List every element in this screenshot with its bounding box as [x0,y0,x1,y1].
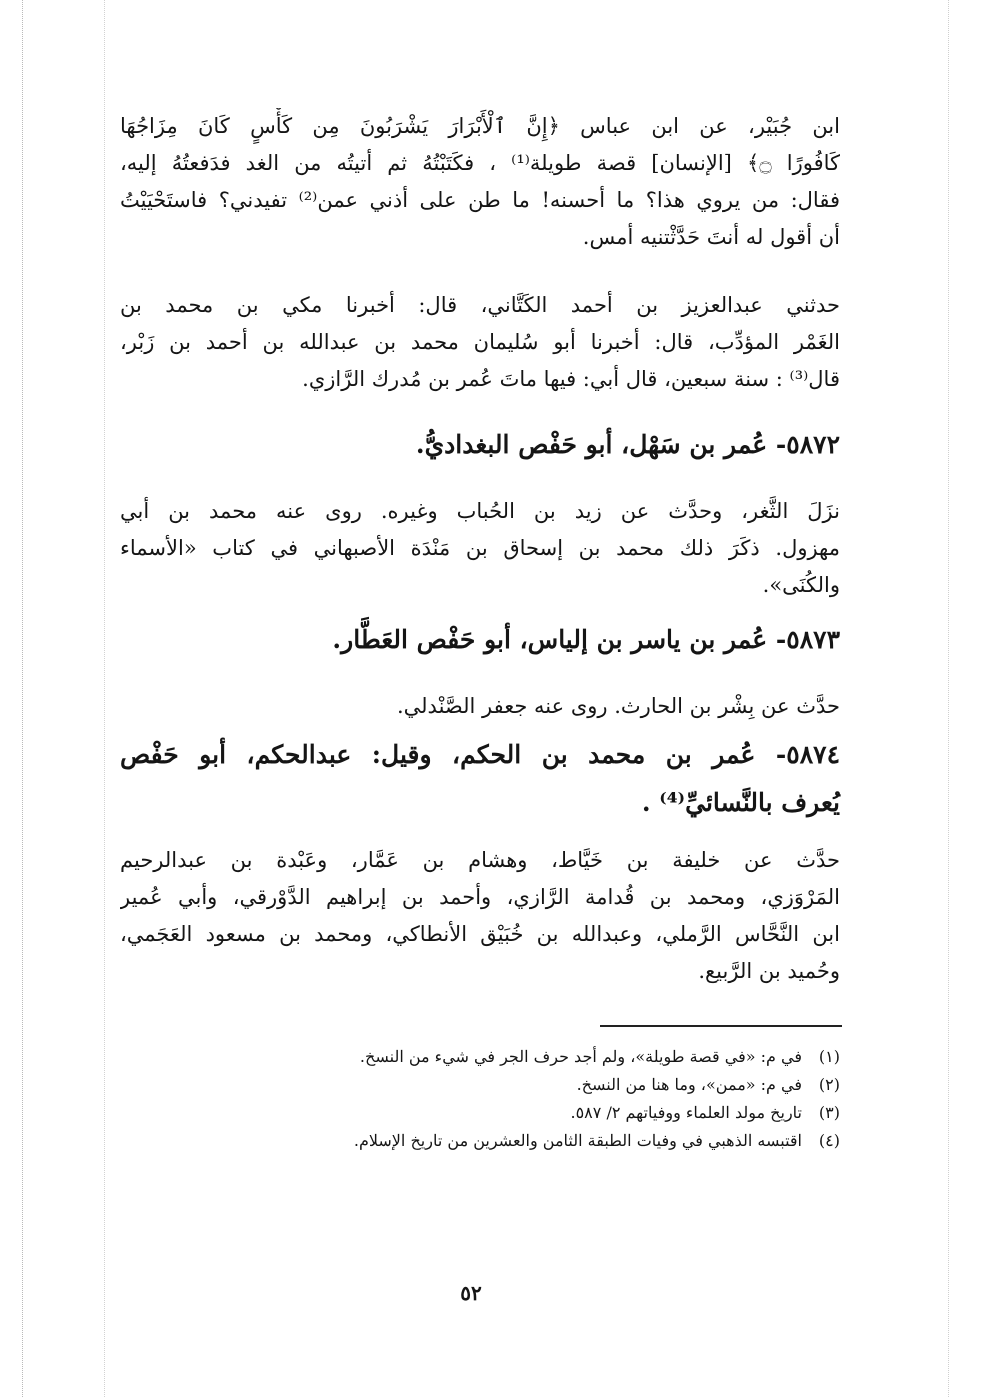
footnote-1 [140,1043,840,1071]
text-line: وحُميد بن الرَّبيع. [698,959,840,983]
scan-edge-left [22,0,23,1397]
entry-heading-5873: ٥٨٧٣- عُمر بن ياسر بن إلياس، أبو حَفْص العَطَّار. [332,625,840,654]
footnote-number: (١) [818,1047,840,1066]
entry-body-5873 [120,688,840,725]
entry-body-5872 [120,493,840,604]
footnote-4 [140,1127,840,1155]
footnote-text: تاريخ مولد العلماء ووفياتهم ٢/ ٥٨٧. [570,1103,802,1122]
footnote-2 [140,1071,840,1099]
footnote-number: (٣) [818,1103,840,1122]
text-line: نزَلَ الثَّغر، وحدَّث عن زيد بن الحُباب وغيره. روى عنه محمد بن أبي [120,499,840,523]
footnote-3 [140,1099,840,1127]
text-line: حدَّث عن بِشْر بن الحارث. روى عنه جعفر الصَّنْدلي. [396,694,840,718]
footnote-divider [600,1025,842,1027]
text-line: أن أقول له أنتَ حَدَّثْتنيه أمس. [582,225,840,249]
entry-body-5874 [120,842,840,990]
footnote-number: (٤) [818,1131,840,1150]
footnote-text: اقتبسه الذهبي في وفيات الطبقة الثامن والعشرين من تاريخ الإسلام. [353,1131,802,1150]
text-line: كَافُورًا ۝﴾ [الإنسان] قصة طويلة⁽¹⁾ ، فكَتَبْتُهُ ثم أتيتُه من الغد فدَفعتُهُ إليه، [120,151,840,175]
entry-heading-5874-cont: يُعرف بالنَّسائيِّ⁽⁴⁾ . [641,788,840,817]
page-number: ٥٢ [460,1281,482,1305]
footnotes [140,1043,840,1155]
paragraph-isnad [120,287,840,398]
text-line: والكُنَى». [762,573,840,597]
entry-heading-5874: ٥٨٧٤- عُمر بن محمد بن الحكم، وقيل: عبدالحكم، أبو حَفْص [120,740,840,769]
footnote-number: (٢) [818,1075,840,1094]
text-line: ابن النَّحَّاس الرَّملي، وعبدالله بن خُبَيْق الأنطاكي، ومحمد بن مسعود العَجَمي، [120,922,840,946]
text-line: حدَّث عن خليفة بن خَيَّاط، وهشام بن عَمَّار، وعَبْدة بن عبدالرحيم [120,848,840,872]
text-line: ابن جُبَيْر، عن ابن عباس ﴿إِنَّ ٱلْأَبْرَارَ يَشْرَبُونَ مِن كَأْسٍ كَانَ مِزَاجُهَا [120,114,840,138]
text-line: مهزول. ذكَرَ ذلك محمد بن إسحاق بن مَنْدَة الأصبهاني في كتاب «الأسماء [120,536,840,560]
text-line: المَرْوَزي، ومحمد بن قُدامة الرَّازي، وأحمد بن إبراهيم الدَّوْرقي، وأبي عُمير [120,885,840,909]
text-line: فقال: من يروي هذا؟ ما أحسنه! ما طن على أذني عمن⁽²⁾ تفيدني؟ فاستَحْيَيْتُ [120,188,840,212]
footnote-text: في م: «ممن»، وما هنا من النسخ. [576,1075,802,1094]
paragraph-quran-story [120,108,840,256]
entry-heading-5872: ٥٨٧٢- عُمر بن سَهْل، أبو حَفْص البغداديُّ. [415,430,840,459]
scan-edge-left-inner [104,0,105,1397]
text-line: قال⁽³⁾ : سنة سبعين، قال أبي: فيها ماتَ عُمر بن مُدرك الرَّازي. [302,367,840,391]
scan-edge-right [948,0,949,1397]
footnote-text: في م: «في قصة طويلة»، ولم أجد حرف الجر في شيء من النسخ. [359,1047,802,1066]
text-line: الغَمْر المؤدِّب، قال: أخبرنا أبو سُليمان محمد بن عبدالله بن أحمد بن زَبْر، [120,330,840,354]
text-line: حدثني عبدالعزيز بن أحمد الكَتَّاني، قال: أخبرنا مكي بن محمد بن [120,293,840,317]
